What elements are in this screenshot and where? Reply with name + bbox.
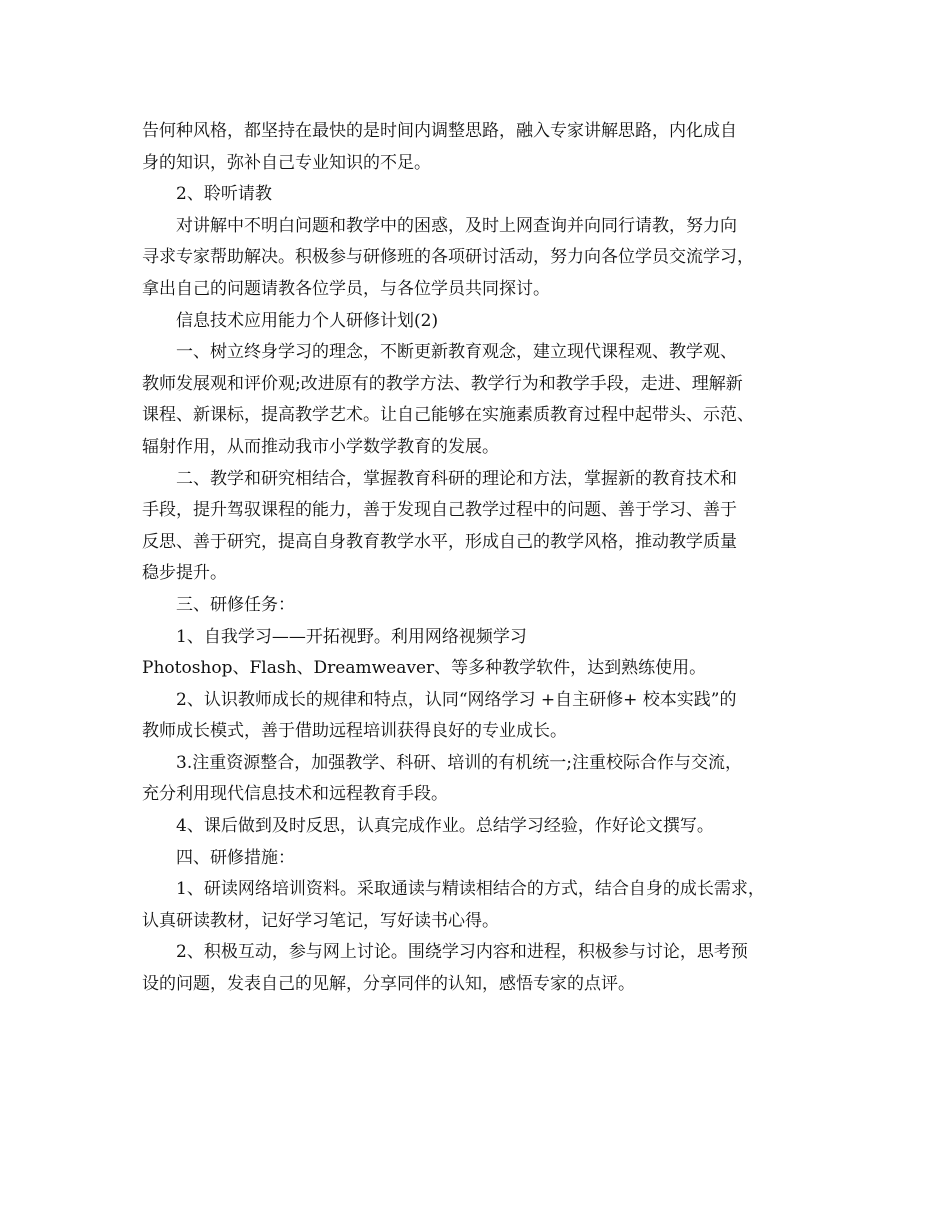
section-heading: 三、研修任务： bbox=[176, 594, 295, 615]
text-line: 充分利用现代信息技术和远程教育手段。 bbox=[142, 784, 448, 805]
text-line: 反思、善于研究，提高自身教育教学水平，形成自己的教学风格，推动教学质量 bbox=[142, 531, 737, 552]
section-heading: 2、聆听请教 bbox=[176, 184, 272, 205]
text-line: 身的知识，弥补自己专业知识的不足。 bbox=[142, 152, 431, 173]
text-line: 教师发展观和评价观;改进原有的教学方法、教学行为和教学手段，走进、理解新 bbox=[142, 373, 743, 394]
text-line: 手段，提升驾驭课程的能力，善于发现自己教学过程中的问题、善于学习、善于 bbox=[142, 500, 737, 521]
text-line: 二、教学和研究相结合，掌握教育科研的理论和方法，掌握新的教育技术和 bbox=[176, 468, 737, 489]
text-line: 告何种风格，都坚持在最快的是时间内调整思路，融入专家讲解思路，内化成自 bbox=[142, 121, 737, 141]
text-line: 教师成长模式，善于借助远程培训获得良好的专业成长。 bbox=[142, 721, 567, 742]
document-title: 信息技术应用能力个人研修计划(2) bbox=[176, 310, 439, 331]
text-line: 稳步提升。 bbox=[142, 563, 227, 584]
text-line: 寻求专家帮助解决。积极参与研修班的各项研讨活动，努力向各位学员交流学习， bbox=[142, 247, 754, 268]
text-line: 2、认识教师成长的规律和特点，认同“网络学习 +自主研修+ 校本实践”的 bbox=[176, 689, 737, 710]
text-line: 4、课后做到及时反思，认真完成作业。总结学习经验，作好论文撰写。 bbox=[176, 816, 714, 837]
text-line: 辐射作用，从而推动我市小学数学教育的发展。 bbox=[142, 436, 499, 457]
text-line: 2、积极互动，参与网上讨论。围绕学习内容和进程，积极参与讨论，思考预 bbox=[176, 942, 748, 963]
text-line: 课程、新课标，提高教学艺术。让自己能够在实施素质教育过程中起带头、示范、 bbox=[142, 405, 754, 426]
text-line: 一、树立终身学习的理念，不断更新教育观念，建立现代课程观、教学观、 bbox=[176, 342, 737, 363]
text-line: Photoshop、Flash、Dreamweaver、等多种教学软件，达到熟练使用。 bbox=[142, 658, 707, 679]
text-line: 认真研读教材，记好学习笔记，写好读书心得。 bbox=[142, 910, 499, 931]
text-line: 设的问题，发表自己的见解，分享同伴的认知，感悟专家的点评。 bbox=[142, 974, 635, 995]
text-line: 1、自我学习——开拓视野。利用网络视频学习 bbox=[176, 626, 527, 647]
text-line: 1、研读网络培训资料。采取通读与精读相结合的方式，结合自身的成长需求， bbox=[176, 879, 765, 900]
text-line: 对讲解中不明白问题和教学中的困惑，及时上网查询并向同行请教，努力向 bbox=[176, 215, 737, 236]
section-heading: 四、研修措施： bbox=[176, 847, 295, 868]
text-line: 3.注重资源整合，加强教学、科研、培训的有机统一;注重校际合作与交流， bbox=[176, 752, 742, 773]
text-line: 拿出自己的问题请教各位学员，与各位学员共同探讨。 bbox=[142, 278, 550, 299]
